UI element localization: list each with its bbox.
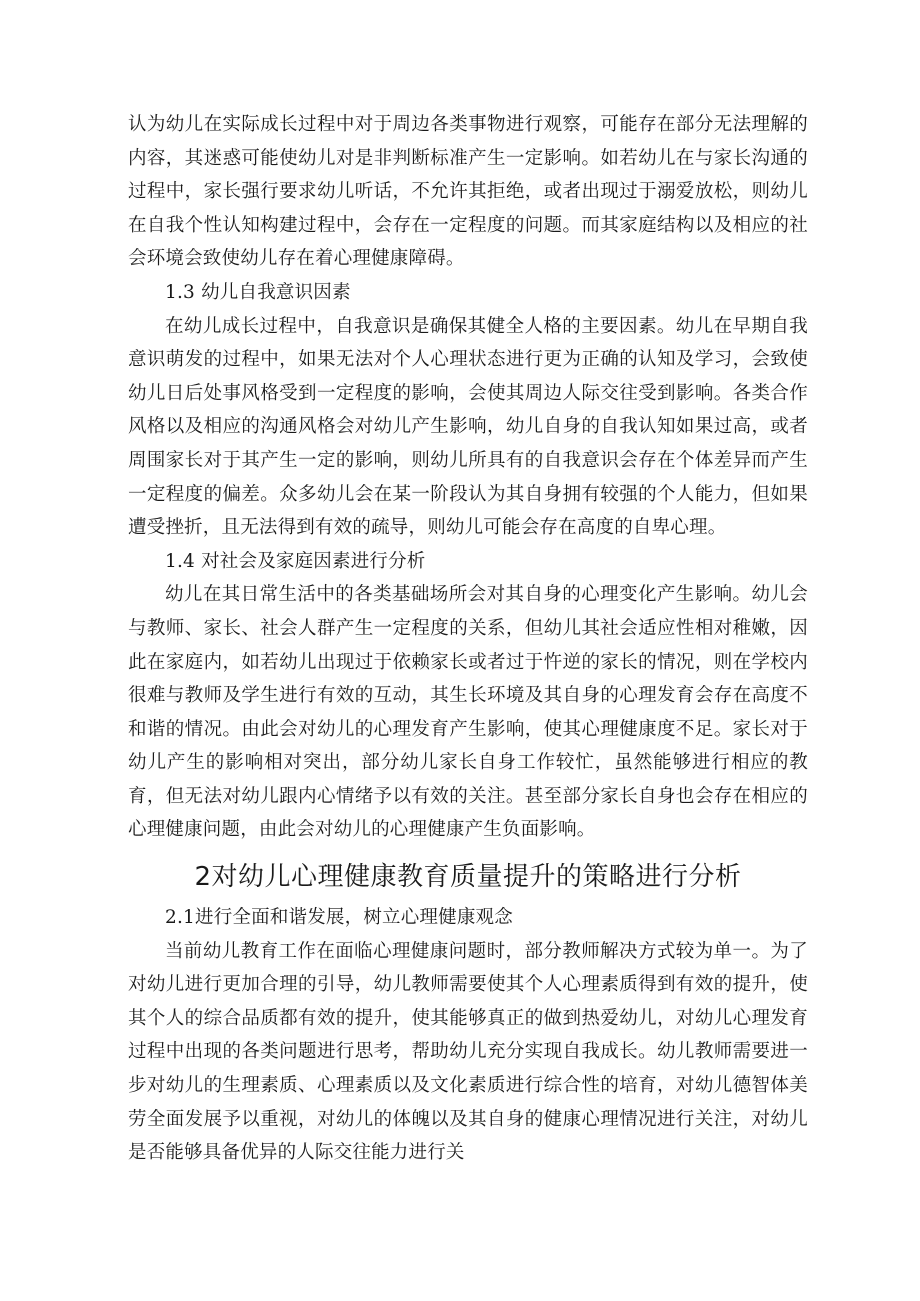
subheading-2-1: 2.1进行全面和谐发展，树立心理健康观念 [165, 907, 513, 929]
subheading-1-3: 1.3 幼儿自我意识因素 [165, 281, 351, 303]
subheading-1-4: 1.4 对社会及家庭因素进行分析 [165, 550, 426, 572]
section-title-2: 2对幼儿心理健康教育质量提升的策略进行分析 [194, 862, 742, 893]
paragraph-family-influence-continued: 认为幼儿在实际成长过程中对于周边各类事物进行观察，可能存在部分无法理解的内容，其迷惑可能使幼儿对是非判断标准产生一定影响。如若幼儿在与家长沟通的过程中，家长强行要求幼儿听话，不允许其拒绝，或者出现过于溺爱放松，则幼儿在自我个性认知构建过程中，会存在一定程度的问题。而其家庭结构以及相应的社会环境会致使幼儿存在着心理健康障碍。 [128, 114, 808, 270]
document-page [128, 108, 808, 1170]
paragraph-self-awareness: 在幼儿成长过程中，自我意识是确保其健全人格的主要因素。幼儿在早期自我意识萌发的过程中，如果无法对个人心理状态进行更为正确的认知及学习，会致使幼儿日后处事风格受到一定程度的影响，会使其周边人际交往受到影响。各类合作风格以及相应的沟通风格会对幼儿产生影响，幼儿自身的自我认知如果过高，或者周围家长对于其产生一定的影响，则幼儿所具有的自我意识会存在个体差异而产生一定程度的偏差。众多幼儿会在某一阶段认为其自身拥有较强的个人能力，但如果遭受挫折，且无法得到有效的疏导，则幼儿可能会存在高度的自卑心理。 [128, 315, 808, 539]
paragraph-harmonious-development: 当前幼儿教育工作在面临心理健康问题时，部分教师解决方式较为单一。为了对幼儿进行更加合理的引导，幼儿教师需要使其个人心理素质得到有效的提升，使其个人的综合品质都有效的提升，使其能够真正的做到热爱幼儿，对幼儿心理发育过程中出现的各类问题进行思考，帮助幼儿充分实现自我成长。幼儿教师需要进一步对幼儿的生理素质、心理素质以及文化素质进行综合性的培育，对幼儿德智体美劳全面发展予以重视，对幼儿的体魄以及其自身的健康心理情况进行关注，对幼儿是否能够具备优异的人际交往能力进行关 [128, 940, 808, 1164]
paragraph-social-family-factors: 幼儿在其日常生活中的各类基础场所会对其自身的心理变化产生影响。幼儿会与教师、家长、社会人群产生一定程度的关系，但幼儿其社会适应性相对稚嫩，因此在家庭内，如若幼儿出现过于依赖家长或者过于忤逆的家长的情况，则在学校内很难与教师及学生进行有效的互动，其生长环境及其自身的心理发育会存在高度不和谐的情况。由此会对幼儿的心理发育产生影响，使其心理健康度不足。家长对于幼儿产生的影响相对突出，部分幼儿家长自身工作较忙，虽然能够进行相应的教育，但无法对幼儿跟内心情绪予以有效的关注。甚至部分家长自身也会存在相应的心理健康问题，由此会对幼儿的心理健康产生负面影响。 [128, 584, 808, 841]
